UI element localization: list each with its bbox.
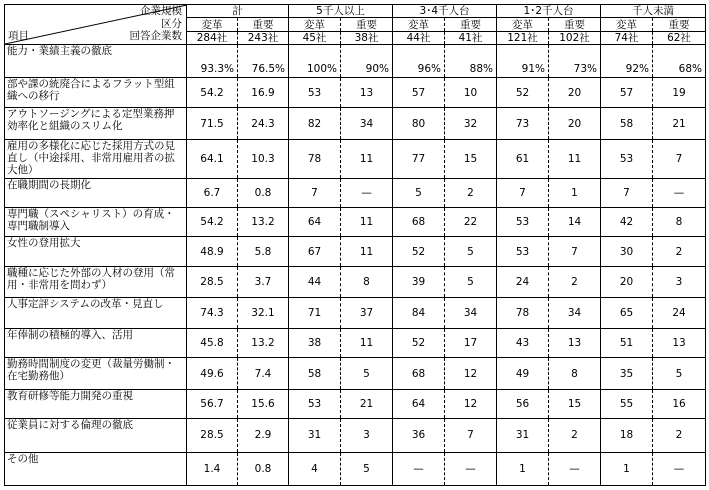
cell-change-value: 7	[497, 178, 549, 207]
cell-change-value: 1	[497, 452, 549, 485]
cell-change-value: 58	[601, 108, 653, 140]
cell-change-value: 58	[289, 358, 341, 390]
cell-important-value: 3.7	[238, 267, 289, 298]
table-row	[5, 267, 706, 298]
category-label: 区分	[161, 18, 182, 30]
row-label: 人事定評システムの改革・見直し	[5, 298, 187, 329]
cell-important-value: 15	[445, 140, 497, 178]
cell-change-value: 30	[601, 237, 653, 267]
row-label: その他	[5, 452, 187, 485]
cell-important-value: 32.1	[238, 298, 289, 329]
cell-change-value: 55	[601, 390, 653, 419]
cell-important-value: 5	[445, 237, 497, 267]
cell-change-value: 78	[497, 298, 549, 329]
cell-change-value: 74.3	[187, 298, 238, 329]
cell-change-value: 53	[289, 78, 341, 108]
cell-change-value: 38	[289, 329, 341, 358]
company-scale-label: 企業規模	[140, 5, 182, 17]
cell-important-value: 13	[549, 329, 601, 358]
cell-change-value: 51	[601, 329, 653, 358]
cell-change-value: 39	[393, 267, 445, 298]
respondent-count: 45社	[289, 31, 341, 44]
cell-important-value: 2	[549, 267, 601, 298]
group-header-3-4-thousand: 3･4千人台	[393, 5, 497, 18]
cell-change-value: 43	[497, 329, 549, 358]
cell-change-value: 49	[497, 358, 549, 390]
table-row	[5, 45, 706, 78]
cell-change-value: 52	[393, 329, 445, 358]
table-row	[5, 207, 706, 237]
cell-important-value: 10	[445, 78, 497, 108]
cell-important-value: 13	[653, 329, 706, 358]
cell-important-value: 8	[653, 207, 706, 237]
cell-important-value: 21	[341, 390, 393, 419]
cell-change-value: 96%	[393, 45, 445, 78]
cell-important-value: 3	[653, 267, 706, 298]
table-row	[5, 418, 706, 452]
cell-change-value: 57	[601, 78, 653, 108]
cell-important-value: 11	[549, 140, 601, 178]
cell-important-value: —	[445, 452, 497, 485]
cell-change-value: 67	[289, 237, 341, 267]
cell-change-value: 28.5	[187, 418, 238, 452]
cell-change-value: 78	[289, 140, 341, 178]
cell-change-value: 31	[497, 418, 549, 452]
cell-change-value: 77	[393, 140, 445, 178]
cell-important-value: —	[549, 452, 601, 485]
row-label: 能力・業績主義の徹底	[5, 45, 187, 78]
cell-change-value: —	[393, 452, 445, 485]
respondents-label: 回答企業数	[129, 30, 182, 42]
cell-important-value: 15.6	[238, 390, 289, 419]
row-label: 専門職（スペシャリスト）の育成・専門職制導入	[5, 207, 187, 237]
cell-change-value: 1	[601, 452, 653, 485]
cell-important-value: 2	[445, 178, 497, 207]
cell-important-value: 16	[653, 390, 706, 419]
row-label: 年俸制の積極的導入、活用	[5, 329, 187, 358]
cell-change-value: 64	[393, 390, 445, 419]
respondent-count: 44社	[393, 31, 445, 44]
cell-change-value: 93.3%	[187, 45, 238, 78]
cell-change-value: 53	[289, 390, 341, 419]
table-row	[5, 390, 706, 419]
cell-important-value: 17	[445, 329, 497, 358]
cell-important-value: 13	[341, 78, 393, 108]
corner-header-cell	[5, 5, 187, 45]
cell-change-value: 56	[497, 390, 549, 419]
cell-change-value: 80	[393, 108, 445, 140]
cell-change-value: 68	[393, 358, 445, 390]
cell-change-value: 52	[497, 78, 549, 108]
cell-important-value: 14	[549, 207, 601, 237]
cell-change-value: 20	[601, 267, 653, 298]
cell-change-value: 24	[497, 267, 549, 298]
cell-important-value: 0.8	[238, 178, 289, 207]
respondent-count: 121社	[497, 31, 549, 44]
item-label: 項目	[8, 30, 29, 42]
cell-change-value: 84	[393, 298, 445, 329]
respondent-count: 284社	[187, 31, 238, 44]
cell-important-value: 8	[341, 267, 393, 298]
cell-change-value: 54.2	[187, 207, 238, 237]
cell-change-value: 7	[289, 178, 341, 207]
sub-header-change: 変革	[289, 18, 341, 31]
cell-important-value: 5	[653, 358, 706, 390]
cell-change-value: 64	[289, 207, 341, 237]
cell-important-value: 76.5%	[238, 45, 289, 78]
cell-change-value: 48.9	[187, 237, 238, 267]
cell-important-value: 2	[653, 237, 706, 267]
cell-important-value: 34	[549, 298, 601, 329]
group-header-1-2-thousand: 1･2千人台	[497, 5, 601, 18]
cell-important-value: 22	[445, 207, 497, 237]
cell-change-value: 5	[393, 178, 445, 207]
sub-header-change: 変革	[601, 18, 653, 31]
cell-change-value: 61	[497, 140, 549, 178]
table-row	[5, 329, 706, 358]
respondent-count: 38社	[341, 31, 393, 44]
cell-important-value: 3	[341, 418, 393, 452]
cell-important-value: 11	[341, 140, 393, 178]
cell-change-value: 4	[289, 452, 341, 485]
cell-important-value: 20	[549, 108, 601, 140]
cell-important-value: 73%	[549, 45, 601, 78]
row-label: アウトソージングによる定型業務押効率化と組織のスリム化	[5, 108, 187, 140]
cell-important-value: 2.9	[238, 418, 289, 452]
cell-change-value: 53	[497, 237, 549, 267]
cell-change-value: 68	[393, 207, 445, 237]
group-header-total: 計	[187, 5, 289, 18]
cell-change-value: 91%	[497, 45, 549, 78]
respondent-count: 62社	[653, 31, 706, 44]
cell-change-value: 53	[497, 207, 549, 237]
row-label: 教育研修等能力開発の重視	[5, 390, 187, 419]
cell-important-value: 12	[445, 358, 497, 390]
cell-change-value: 45.8	[187, 329, 238, 358]
cell-change-value: 82	[289, 108, 341, 140]
table-row	[5, 298, 706, 329]
cell-change-value: 64.1	[187, 140, 238, 178]
row-label: 職種に応じた外部の人材の登用（常用・非常用を問わず）	[5, 267, 187, 298]
cell-important-value: 5	[341, 452, 393, 485]
table-row	[5, 237, 706, 267]
group-header-5000-plus: 5千人以上	[289, 5, 393, 18]
cell-change-value: 52	[393, 237, 445, 267]
cell-change-value: 56.7	[187, 390, 238, 419]
cell-important-value: —	[653, 178, 706, 207]
cell-important-value: 2	[653, 418, 706, 452]
cell-change-value: 42	[601, 207, 653, 237]
cell-important-value: 88%	[445, 45, 497, 78]
cell-change-value: 49.6	[187, 358, 238, 390]
cell-important-value: 5	[445, 267, 497, 298]
respondent-count: 102社	[549, 31, 601, 44]
table-row	[5, 358, 706, 390]
cell-important-value: 15	[549, 390, 601, 419]
cell-important-value: 2	[549, 418, 601, 452]
cell-change-value: 28.5	[187, 267, 238, 298]
cell-important-value: 13.2	[238, 207, 289, 237]
cell-change-value: 57	[393, 78, 445, 108]
cell-important-value: 12	[445, 390, 497, 419]
sub-header-important: 重要	[653, 18, 706, 31]
cell-important-value: 20	[549, 78, 601, 108]
cell-change-value: 71.5	[187, 108, 238, 140]
header-row-groups	[5, 5, 706, 18]
cell-important-value: 24	[653, 298, 706, 329]
sub-header-change: 変革	[187, 18, 238, 31]
sub-header-important: 重要	[341, 18, 393, 31]
cell-change-value: 44	[289, 267, 341, 298]
cell-change-value: 65	[601, 298, 653, 329]
row-label: 雇用の多様化に応じた採用方式の見直し（中途採用、非常用雇用者の拡大他）	[5, 140, 187, 178]
cell-change-value: 73	[497, 108, 549, 140]
table-row	[5, 178, 706, 207]
cell-important-value: 34	[445, 298, 497, 329]
cell-important-value: 7	[549, 237, 601, 267]
cell-important-value: 8	[549, 358, 601, 390]
cell-change-value: 100%	[289, 45, 341, 78]
table-row	[5, 78, 706, 108]
table-body	[5, 45, 706, 486]
table-row	[5, 108, 706, 140]
cell-important-value: 7.4	[238, 358, 289, 390]
cell-change-value: 53	[601, 140, 653, 178]
row-label: 在職期間の長期化	[5, 178, 187, 207]
cell-important-value: 90%	[341, 45, 393, 78]
data-table-container	[4, 4, 705, 486]
cell-important-value: —	[653, 452, 706, 485]
group-header-under-1000: 千人未満	[601, 5, 706, 18]
cell-important-value: 34	[341, 108, 393, 140]
cell-important-value: 68%	[653, 45, 706, 78]
cell-change-value: 7	[601, 178, 653, 207]
cell-change-value: 31	[289, 418, 341, 452]
row-label: 女性の登用拡大	[5, 237, 187, 267]
cell-important-value: 24.3	[238, 108, 289, 140]
respondent-count: 41社	[445, 31, 497, 44]
table-row	[5, 140, 706, 178]
cell-change-value: 71	[289, 298, 341, 329]
cell-important-value: 1	[549, 178, 601, 207]
cell-important-value: 11	[341, 237, 393, 267]
cell-important-value: —	[341, 178, 393, 207]
cell-change-value: 92%	[601, 45, 653, 78]
cell-change-value: 18	[601, 418, 653, 452]
cell-important-value: 11	[341, 329, 393, 358]
cell-important-value: 5	[341, 358, 393, 390]
cell-important-value: 21	[653, 108, 706, 140]
cell-important-value: 0.8	[238, 452, 289, 485]
row-label: 部や課の統廃合によるフラット型組織への移行	[5, 78, 187, 108]
cell-change-value: 35	[601, 358, 653, 390]
cell-important-value: 7	[653, 140, 706, 178]
cell-important-value: 37	[341, 298, 393, 329]
cell-important-value: 7	[445, 418, 497, 452]
cell-important-value: 13.2	[238, 329, 289, 358]
table-row	[5, 452, 706, 485]
cell-important-value: 11	[341, 207, 393, 237]
sub-header-important: 重要	[445, 18, 497, 31]
cell-important-value: 16.9	[238, 78, 289, 108]
row-label: 勤務時間制度の変更（裁量労働制・在宅勤務他）	[5, 358, 187, 390]
row-label: 従業員に対する倫理の徹底	[5, 418, 187, 452]
cell-change-value: 36	[393, 418, 445, 452]
sub-header-change: 変革	[497, 18, 549, 31]
cell-change-value: 6.7	[187, 178, 238, 207]
cell-important-value: 19	[653, 78, 706, 108]
sub-header-change: 変革	[393, 18, 445, 31]
sub-header-important: 重要	[238, 18, 289, 31]
cell-change-value: 1.4	[187, 452, 238, 485]
cell-important-value: 10.3	[238, 140, 289, 178]
cell-important-value: 5.8	[238, 237, 289, 267]
respondent-count: 243社	[238, 31, 289, 44]
survey-table	[4, 4, 706, 486]
respondent-count: 74社	[601, 31, 653, 44]
cell-important-value: 32	[445, 108, 497, 140]
cell-change-value: 54.2	[187, 78, 238, 108]
sub-header-important: 重要	[549, 18, 601, 31]
